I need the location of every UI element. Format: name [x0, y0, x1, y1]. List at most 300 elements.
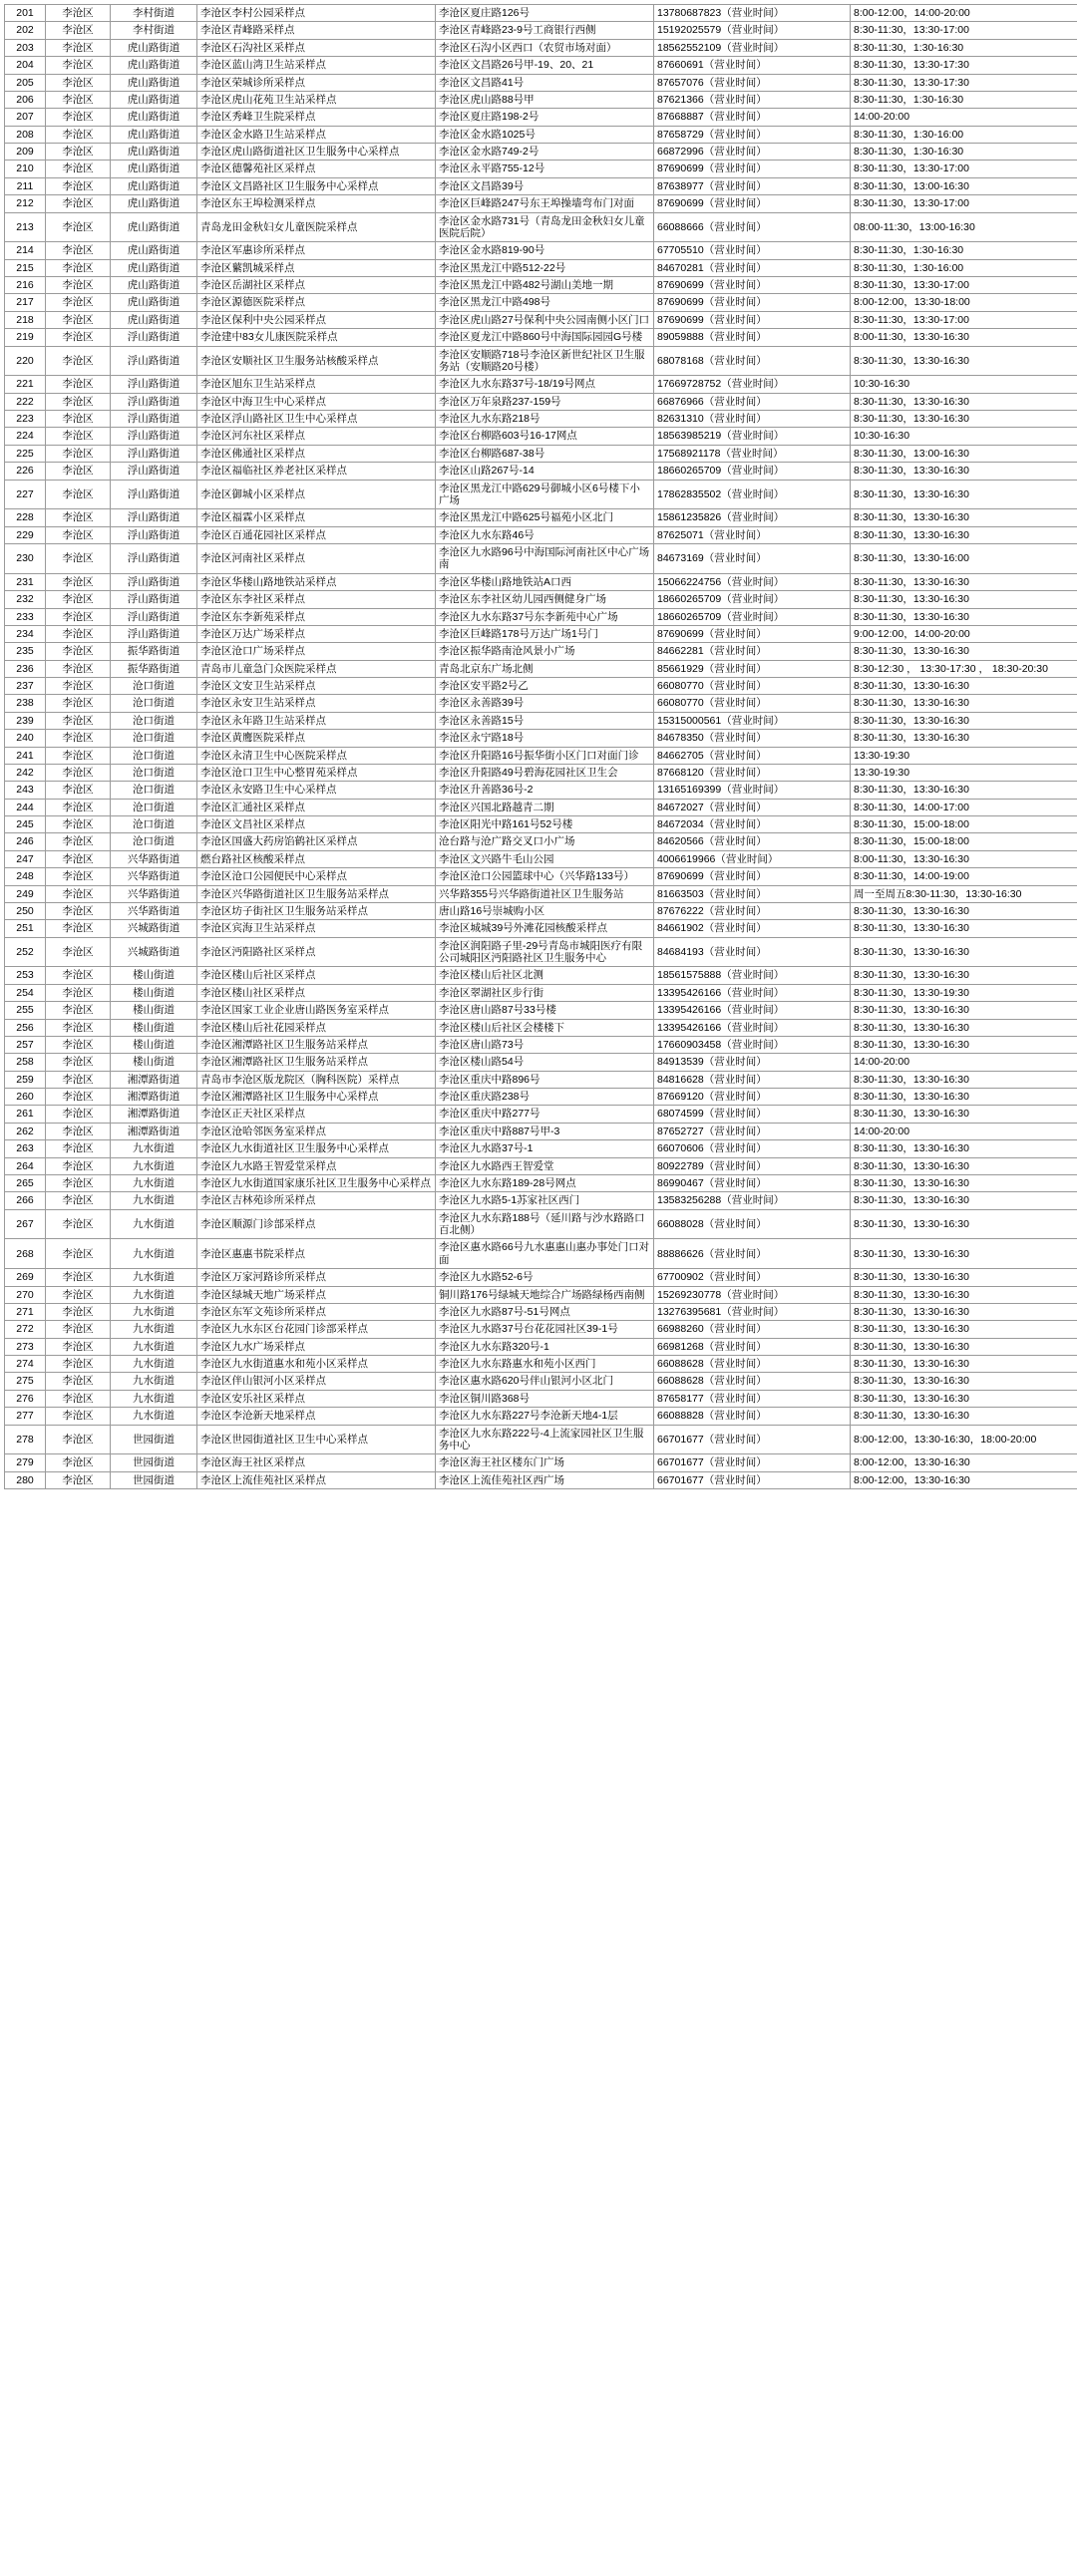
row-index: 268	[5, 1239, 46, 1269]
site-address: 李沧区九水东路188号（延川路与沙水路路口百北侧）	[436, 1209, 654, 1239]
site-address: 李沧区文昌路41号	[436, 74, 654, 91]
site-address: 李沧区台柳路687-38号	[436, 445, 654, 462]
table-row	[5, 1373, 1077, 1390]
row-index: 267	[5, 1209, 46, 1239]
site-name: 李沧区汇通社区采样点	[197, 799, 436, 815]
street: 虎山路街道	[111, 212, 197, 242]
district: 李沧区	[46, 1071, 111, 1088]
district: 李沧区	[46, 195, 111, 212]
site-time: 10:30-16:30	[851, 428, 1077, 445]
district: 李沧区	[46, 1408, 111, 1425]
site-time: 8:30-11:30，13:30-16:30	[851, 1390, 1077, 1407]
site-phone: 67705510（营业时间）	[654, 242, 851, 259]
site-name: 李沧区文安卫生站采样点	[197, 678, 436, 695]
street: 九水街道	[111, 1303, 197, 1320]
table-row	[5, 747, 1077, 764]
site-phone: 84620566（营业时间）	[654, 833, 851, 850]
row-index: 243	[5, 782, 46, 799]
site-time: 8:30-11:30，13:30-16:30	[851, 591, 1077, 608]
site-address: 李沧区重庆中路887号甲-3	[436, 1123, 654, 1139]
site-time: 8:30-11:30，13:30-17:00	[851, 311, 1077, 328]
site-time: 8:30-11:30，1:30-16:30	[851, 39, 1077, 56]
site-address: 李沧区城城39号外滩花园核酸采样点	[436, 920, 654, 937]
site-phone: 84670281（营业时间）	[654, 259, 851, 276]
row-index: 201	[5, 5, 46, 22]
table-row	[5, 346, 1077, 376]
district: 李沧区	[46, 730, 111, 747]
site-time: 8:30-11:30，13:30-17:00	[851, 161, 1077, 177]
district: 李沧区	[46, 1303, 111, 1320]
street: 九水街道	[111, 1192, 197, 1209]
street: 沧口街道	[111, 782, 197, 799]
site-name: 李沧区文昌社区采样点	[197, 816, 436, 833]
site-address: 李沧区巨峰路178号万达广场1号门	[436, 625, 654, 642]
table-row	[5, 591, 1077, 608]
table-row	[5, 1089, 1077, 1106]
street: 虎山路街道	[111, 57, 197, 74]
site-address: 李沧区虎山路88号甲	[436, 91, 654, 108]
site-name: 李沧区楼山后社区采样点	[197, 967, 436, 984]
table-row	[5, 608, 1077, 625]
row-index: 226	[5, 463, 46, 480]
row-index: 223	[5, 411, 46, 428]
site-phone: 66701677（营业时间）	[654, 1425, 851, 1454]
site-address: 李沧区文昌路39号	[436, 177, 654, 194]
site-phone: 85661929（营业时间）	[654, 660, 851, 677]
table-row	[5, 660, 1077, 677]
site-phone: 15861235826（营业时间）	[654, 509, 851, 526]
street: 虎山路街道	[111, 294, 197, 311]
site-phone: 4006619966（营业时间）	[654, 850, 851, 867]
site-name: 李沧区楼山后社花园采样点	[197, 1019, 436, 1036]
table-row	[5, 1390, 1077, 1407]
street: 楼山街道	[111, 1002, 197, 1019]
site-address: 李沧区永平路755-12号	[436, 161, 654, 177]
district: 李沧区	[46, 850, 111, 867]
district: 李沧区	[46, 212, 111, 242]
site-address: 李沧区夏庄路198-2号	[436, 109, 654, 126]
site-name: 李沧区沧口卫生中心整胃苑采样点	[197, 764, 436, 781]
site-address: 李沧区九水路37号-1	[436, 1140, 654, 1157]
site-phone: 84672027（营业时间）	[654, 799, 851, 815]
site-phone: 15315000561（营业时间）	[654, 712, 851, 729]
table-row	[5, 1036, 1077, 1053]
district: 李沧区	[46, 1089, 111, 1106]
district: 李沧区	[46, 376, 111, 393]
site-name: 李沧区湘潭路社区卫生服务站采样点	[197, 1036, 436, 1053]
street: 沧口街道	[111, 764, 197, 781]
site-name: 李沧区万达广场采样点	[197, 625, 436, 642]
site-phone: 84684193（营业时间）	[654, 937, 851, 967]
row-index: 242	[5, 764, 46, 781]
site-phone: 13165169399（营业时间）	[654, 782, 851, 799]
site-name: 李沧区九水路王智爱堂采样点	[197, 1157, 436, 1174]
district: 李沧区	[46, 294, 111, 311]
site-phone: 84672034（营业时间）	[654, 816, 851, 833]
site-time: 8:30-11:30，13:30-16:30	[851, 1338, 1077, 1355]
site-phone: 18660265709（营业时间）	[654, 463, 851, 480]
street: 沧口街道	[111, 712, 197, 729]
site-time: 8:30-11:30，13:30-16:30	[851, 1356, 1077, 1373]
row-index: 221	[5, 376, 46, 393]
table-row	[5, 428, 1077, 445]
row-index: 217	[5, 294, 46, 311]
site-name: 李沧区永清卫生中心医院采样点	[197, 747, 436, 764]
site-address: 李沧区黑龙江中路625号福苑小区北门	[436, 509, 654, 526]
site-time: 8:30-11:30，13:30-16:00	[851, 544, 1077, 574]
district: 李沧区	[46, 1192, 111, 1209]
district: 李沧区	[46, 177, 111, 194]
street: 世园街道	[111, 1425, 197, 1454]
table-row	[5, 984, 1077, 1001]
site-phone: 66088028（营业时间）	[654, 1209, 851, 1239]
site-phone: 87638977（营业时间）	[654, 177, 851, 194]
site-phone: 15192025579（营业时间）	[654, 22, 851, 39]
site-name: 李沧区百通花园社区采样点	[197, 526, 436, 543]
site-address: 李沧区沧口公园篮球中心（兴华路133号）	[436, 868, 654, 885]
street: 浮山路街道	[111, 608, 197, 625]
site-address: 李沧区升善路36号-2	[436, 782, 654, 799]
table-row	[5, 678, 1077, 695]
district: 李沧区	[46, 1123, 111, 1139]
site-name: 李沧区正天社区采样点	[197, 1106, 436, 1123]
row-index: 279	[5, 1454, 46, 1471]
row-index: 270	[5, 1286, 46, 1303]
street: 李村街道	[111, 22, 197, 39]
site-phone: 81663503（营业时间）	[654, 885, 851, 902]
site-time: 8:30-11:30，13:30-16:30	[851, 643, 1077, 660]
street: 世园街道	[111, 1471, 197, 1488]
street: 九水街道	[111, 1174, 197, 1191]
table-row	[5, 126, 1077, 143]
site-address: 李沧区上流佳苑社区西广场	[436, 1471, 654, 1488]
district: 李沧区	[46, 573, 111, 590]
site-name: 李沧区黄鹰医院采样点	[197, 730, 436, 747]
table-row	[5, 212, 1077, 242]
street: 虎山路街道	[111, 39, 197, 56]
site-time: 8:00-11:30，13:30-16:30	[851, 850, 1077, 867]
site-time: 8:30-11:30，13:30-17:00	[851, 22, 1077, 39]
table-row	[5, 109, 1077, 126]
site-address: 李沧区青峰路23-9号工商银行西侧	[436, 22, 654, 39]
street: 虎山路街道	[111, 277, 197, 294]
site-name: 李沧区石沟社区采样点	[197, 39, 436, 56]
site-address: 李沧区铜川路368号	[436, 1390, 654, 1407]
street: 兴华路街道	[111, 868, 197, 885]
row-index: 212	[5, 195, 46, 212]
site-address: 李沧区惠水路66号九水惠惠山惠办事处门口对面	[436, 1239, 654, 1269]
site-time: 8:30-11:30，1:30-16:00	[851, 126, 1077, 143]
site-name: 李沧区国盛大药房馅鹤社区采样点	[197, 833, 436, 850]
site-name: 李沧区安顺社区卫生服务站核酸采样点	[197, 346, 436, 376]
row-index: 237	[5, 678, 46, 695]
row-index: 274	[5, 1356, 46, 1373]
row-index: 273	[5, 1338, 46, 1355]
table-row	[5, 712, 1077, 729]
site-phone: 84662281（营业时间）	[654, 643, 851, 660]
site-address: 李沧区九水路西王智爱堂	[436, 1157, 654, 1174]
row-index: 203	[5, 39, 46, 56]
site-address: 李沧区石沟小区西口（农贸市场对面）	[436, 39, 654, 56]
row-index: 219	[5, 329, 46, 346]
site-time: 8:30-11:30，1:30-16:00	[851, 259, 1077, 276]
row-index: 246	[5, 833, 46, 850]
street: 兴华路街道	[111, 902, 197, 919]
site-time: 8:30-11:30，13:30-16:30	[851, 1269, 1077, 1286]
district: 李沧区	[46, 1106, 111, 1123]
site-address: 李沧区黑龙江中路482号湖山美地一期	[436, 277, 654, 294]
table-row	[5, 1269, 1077, 1286]
table-row	[5, 1356, 1077, 1373]
site-address: 李沧区文昌路26号甲-19、20、21	[436, 57, 654, 74]
street: 振华路街道	[111, 660, 197, 677]
row-index: 241	[5, 747, 46, 764]
site-time: 8:30-11:30，15:00-18:00	[851, 816, 1077, 833]
site-address: 李沧区巨峰路247号东王埠操墙弯布门对面	[436, 195, 654, 212]
table-row	[5, 1140, 1077, 1157]
row-index: 277	[5, 1408, 46, 1425]
row-index: 269	[5, 1269, 46, 1286]
table-row	[5, 22, 1077, 39]
site-name: 李沧区湘潭路社区卫生服务站采样点	[197, 1054, 436, 1071]
site-address: 李沧区九水东路189-28号网点	[436, 1174, 654, 1191]
district: 李沧区	[46, 1140, 111, 1157]
row-index: 205	[5, 74, 46, 91]
site-time: 8:30-11:30，13:30-19:30	[851, 984, 1077, 1001]
site-address: 李沧区阳光中路161号52号楼	[436, 816, 654, 833]
site-phone: 18562552109（营业时间）	[654, 39, 851, 56]
site-name: 李沧区楼山社区采样点	[197, 984, 436, 1001]
district: 李沧区	[46, 695, 111, 712]
site-phone: 87621366（营业时间）	[654, 91, 851, 108]
site-phone: 87690699（营业时间）	[654, 277, 851, 294]
table-row	[5, 1425, 1077, 1454]
table-row	[5, 463, 1077, 480]
table-row	[5, 868, 1077, 885]
site-address: 李沧区东李社区幼儿园西侧健身广场	[436, 591, 654, 608]
site-name: 李沧区上流佳苑社区采样点	[197, 1471, 436, 1488]
site-time: 8:30-11:30，13:30-16:30	[851, 967, 1077, 984]
site-phone: 17568921178（营业时间）	[654, 445, 851, 462]
site-time: 8:30-11:30，1:30-16:30	[851, 144, 1077, 161]
site-time: 8:30-12:30 ， 13:30-17:30 ， 18:30-20:30	[851, 660, 1077, 677]
row-index: 254	[5, 984, 46, 1001]
district: 李沧区	[46, 126, 111, 143]
site-phone: 15269230778（营业时间）	[654, 1286, 851, 1303]
district: 李沧区	[46, 1269, 111, 1286]
site-time: 8:30-11:30，13:30-16:30	[851, 1174, 1077, 1191]
row-index: 218	[5, 311, 46, 328]
row-index: 232	[5, 591, 46, 608]
street: 浮山路街道	[111, 329, 197, 346]
site-name: 李沧区万家河路诊所采样点	[197, 1269, 436, 1286]
district: 李沧区	[46, 643, 111, 660]
site-time: 8:30-11:30，13:00-16:30	[851, 177, 1077, 194]
table-row	[5, 902, 1077, 919]
table-row	[5, 816, 1077, 833]
site-time: 8:30-11:30，13:30-17:00	[851, 277, 1077, 294]
street: 虎山路街道	[111, 311, 197, 328]
site-address: 唐山路16号崇城购小区	[436, 902, 654, 919]
street: 沧口街道	[111, 816, 197, 833]
site-name: 李沧区九水广场采样点	[197, 1338, 436, 1355]
table-row	[5, 764, 1077, 781]
row-index: 240	[5, 730, 46, 747]
site-name: 李沧区河东社区采样点	[197, 428, 436, 445]
row-index: 236	[5, 660, 46, 677]
table-row	[5, 730, 1077, 747]
table-row	[5, 573, 1077, 590]
site-phone: 66088628（营业时间）	[654, 1356, 851, 1373]
site-name: 李沧区金水路卫生站采样点	[197, 126, 436, 143]
district: 李沧区	[46, 1036, 111, 1053]
district: 李沧区	[46, 902, 111, 919]
site-name: 李沧区沧口广场采样点	[197, 643, 436, 660]
site-time: 8:30-11:30，13:30-16:30	[851, 1071, 1077, 1088]
site-time: 14:00-20:00	[851, 109, 1077, 126]
district: 李沧区	[46, 816, 111, 833]
site-name: 李沧区李沧新天地采样点	[197, 1408, 436, 1425]
site-phone: 13395426166（营业时间）	[654, 984, 851, 1001]
table-row	[5, 1174, 1077, 1191]
site-address: 李沧区金水路749-2号	[436, 144, 654, 161]
row-index: 266	[5, 1192, 46, 1209]
site-address: 李沧区黑龙江中路498号	[436, 294, 654, 311]
row-index: 230	[5, 544, 46, 574]
street: 九水街道	[111, 1209, 197, 1239]
site-phone: 87690699（营业时间）	[654, 161, 851, 177]
district: 李沧区	[46, 57, 111, 74]
site-phone: 87690699（营业时间）	[654, 195, 851, 212]
row-index: 265	[5, 1174, 46, 1191]
district: 李沧区	[46, 1019, 111, 1036]
row-index: 233	[5, 608, 46, 625]
site-time: 8:30-11:30，13:30-16:30	[851, 346, 1077, 376]
district: 李沧区	[46, 144, 111, 161]
site-phone: 17862835502（营业时间）	[654, 480, 851, 509]
table-row	[5, 1303, 1077, 1320]
site-name: 李沧区九水街道社区卫生服务中心采样点	[197, 1140, 436, 1157]
row-index: 204	[5, 57, 46, 74]
street: 浮山路街道	[111, 393, 197, 410]
site-phone: 66981268（营业时间）	[654, 1338, 851, 1355]
site-time: 14:00-20:00	[851, 1123, 1077, 1139]
site-name: 李沧区永安路卫生中心采样点	[197, 782, 436, 799]
site-phone: 87668120（营业时间）	[654, 764, 851, 781]
row-index: 224	[5, 428, 46, 445]
site-address: 李沧区九水东路46号	[436, 526, 654, 543]
street: 浮山路街道	[111, 428, 197, 445]
table-row	[5, 329, 1077, 346]
site-time: 8:30-11:30，13:30-16:30	[851, 526, 1077, 543]
table-row	[5, 1454, 1077, 1471]
site-time: 8:30-11:30，13:30-16:30	[851, 678, 1077, 695]
site-time: 8:30-11:30，13:30-16:30	[851, 937, 1077, 967]
site-phone: 18561575888（营业时间）	[654, 967, 851, 984]
row-index: 258	[5, 1054, 46, 1071]
street: 浮山路街道	[111, 544, 197, 574]
site-address: 李沧区重庆路238号	[436, 1089, 654, 1106]
row-index: 245	[5, 816, 46, 833]
site-phone: 66701677（营业时间）	[654, 1454, 851, 1471]
street: 兴华路街道	[111, 885, 197, 902]
street: 九水街道	[111, 1321, 197, 1338]
site-time: 8:30-11:30，1:30-16:30	[851, 91, 1077, 108]
street: 虎山路街道	[111, 242, 197, 259]
site-address: 李沧区九水路87号-51号网点	[436, 1303, 654, 1320]
site-time: 8:30-11:30，13:30-16:30	[851, 1408, 1077, 1425]
district: 李沧区	[46, 1373, 111, 1390]
table-row	[5, 833, 1077, 850]
row-index: 231	[5, 573, 46, 590]
row-index: 208	[5, 126, 46, 143]
site-name: 李沧区浮山路社区卫生中心采样点	[197, 411, 436, 428]
site-phone: 13276395681（营业时间）	[654, 1303, 851, 1320]
row-index: 271	[5, 1303, 46, 1320]
row-index: 239	[5, 712, 46, 729]
site-phone: 82631310（营业时间）	[654, 411, 851, 428]
site-name: 李沧区佛通社区采样点	[197, 445, 436, 462]
table-row	[5, 177, 1077, 194]
row-index: 256	[5, 1019, 46, 1036]
street: 虎山路街道	[111, 109, 197, 126]
row-index: 260	[5, 1089, 46, 1106]
site-address: 李沧区唐山路87号33号楼	[436, 1002, 654, 1019]
site-address: 铜川路176号绿城天地综合广场路绿杨西南侧	[436, 1286, 654, 1303]
street: 楼山街道	[111, 967, 197, 984]
row-index: 280	[5, 1471, 46, 1488]
site-phone: 87690699（营业时间）	[654, 868, 851, 885]
table-body	[5, 5, 1077, 1489]
site-address: 李沧区九水东路218号	[436, 411, 654, 428]
row-index: 247	[5, 850, 46, 867]
site-address: 李沧区安平路2号乙	[436, 678, 654, 695]
site-time: 8:30-11:30，14:00-19:00	[851, 868, 1077, 885]
site-name: 李沧区军惠诊所采样点	[197, 242, 436, 259]
row-index: 275	[5, 1373, 46, 1390]
site-time: 8:30-11:30，13:30-17:00	[851, 195, 1077, 212]
site-phone: 67700902（营业时间）	[654, 1269, 851, 1286]
site-address: 李沧区九水东路惠水和苑小区西门	[436, 1356, 654, 1373]
site-address: 李沧区九水东路37号东李新苑中心广场	[436, 608, 654, 625]
street: 沧口街道	[111, 695, 197, 712]
site-time: 8:30-11:30，13:30-16:30	[851, 1303, 1077, 1320]
site-phone: 18660265709（营业时间）	[654, 608, 851, 625]
site-name: 李沧区蓝山湾卫生站采样点	[197, 57, 436, 74]
row-index: 252	[5, 937, 46, 967]
district: 李沧区	[46, 747, 111, 764]
street: 九水街道	[111, 1338, 197, 1355]
street: 浮山路街道	[111, 463, 197, 480]
district: 李沧区	[46, 1002, 111, 1019]
site-name: 李沧区福霖小区采样点	[197, 509, 436, 526]
street: 兴华路街道	[111, 850, 197, 867]
street: 浮山路街道	[111, 376, 197, 393]
row-index: 228	[5, 509, 46, 526]
street: 湘潭路街道	[111, 1071, 197, 1088]
street: 兴城路街道	[111, 920, 197, 937]
row-index: 262	[5, 1123, 46, 1139]
district: 李沧区	[46, 1286, 111, 1303]
site-name: 李沧区源德医院采样点	[197, 294, 436, 311]
site-time: 8:30-11:30，13:30-16:30	[851, 1089, 1077, 1106]
site-phone: 87669120（营业时间）	[654, 1089, 851, 1106]
district: 李沧区	[46, 1454, 111, 1471]
district: 李沧区	[46, 1157, 111, 1174]
district: 李沧区	[46, 1209, 111, 1239]
table-row	[5, 195, 1077, 212]
site-name: 李沧区旭东卫生站采样点	[197, 376, 436, 393]
